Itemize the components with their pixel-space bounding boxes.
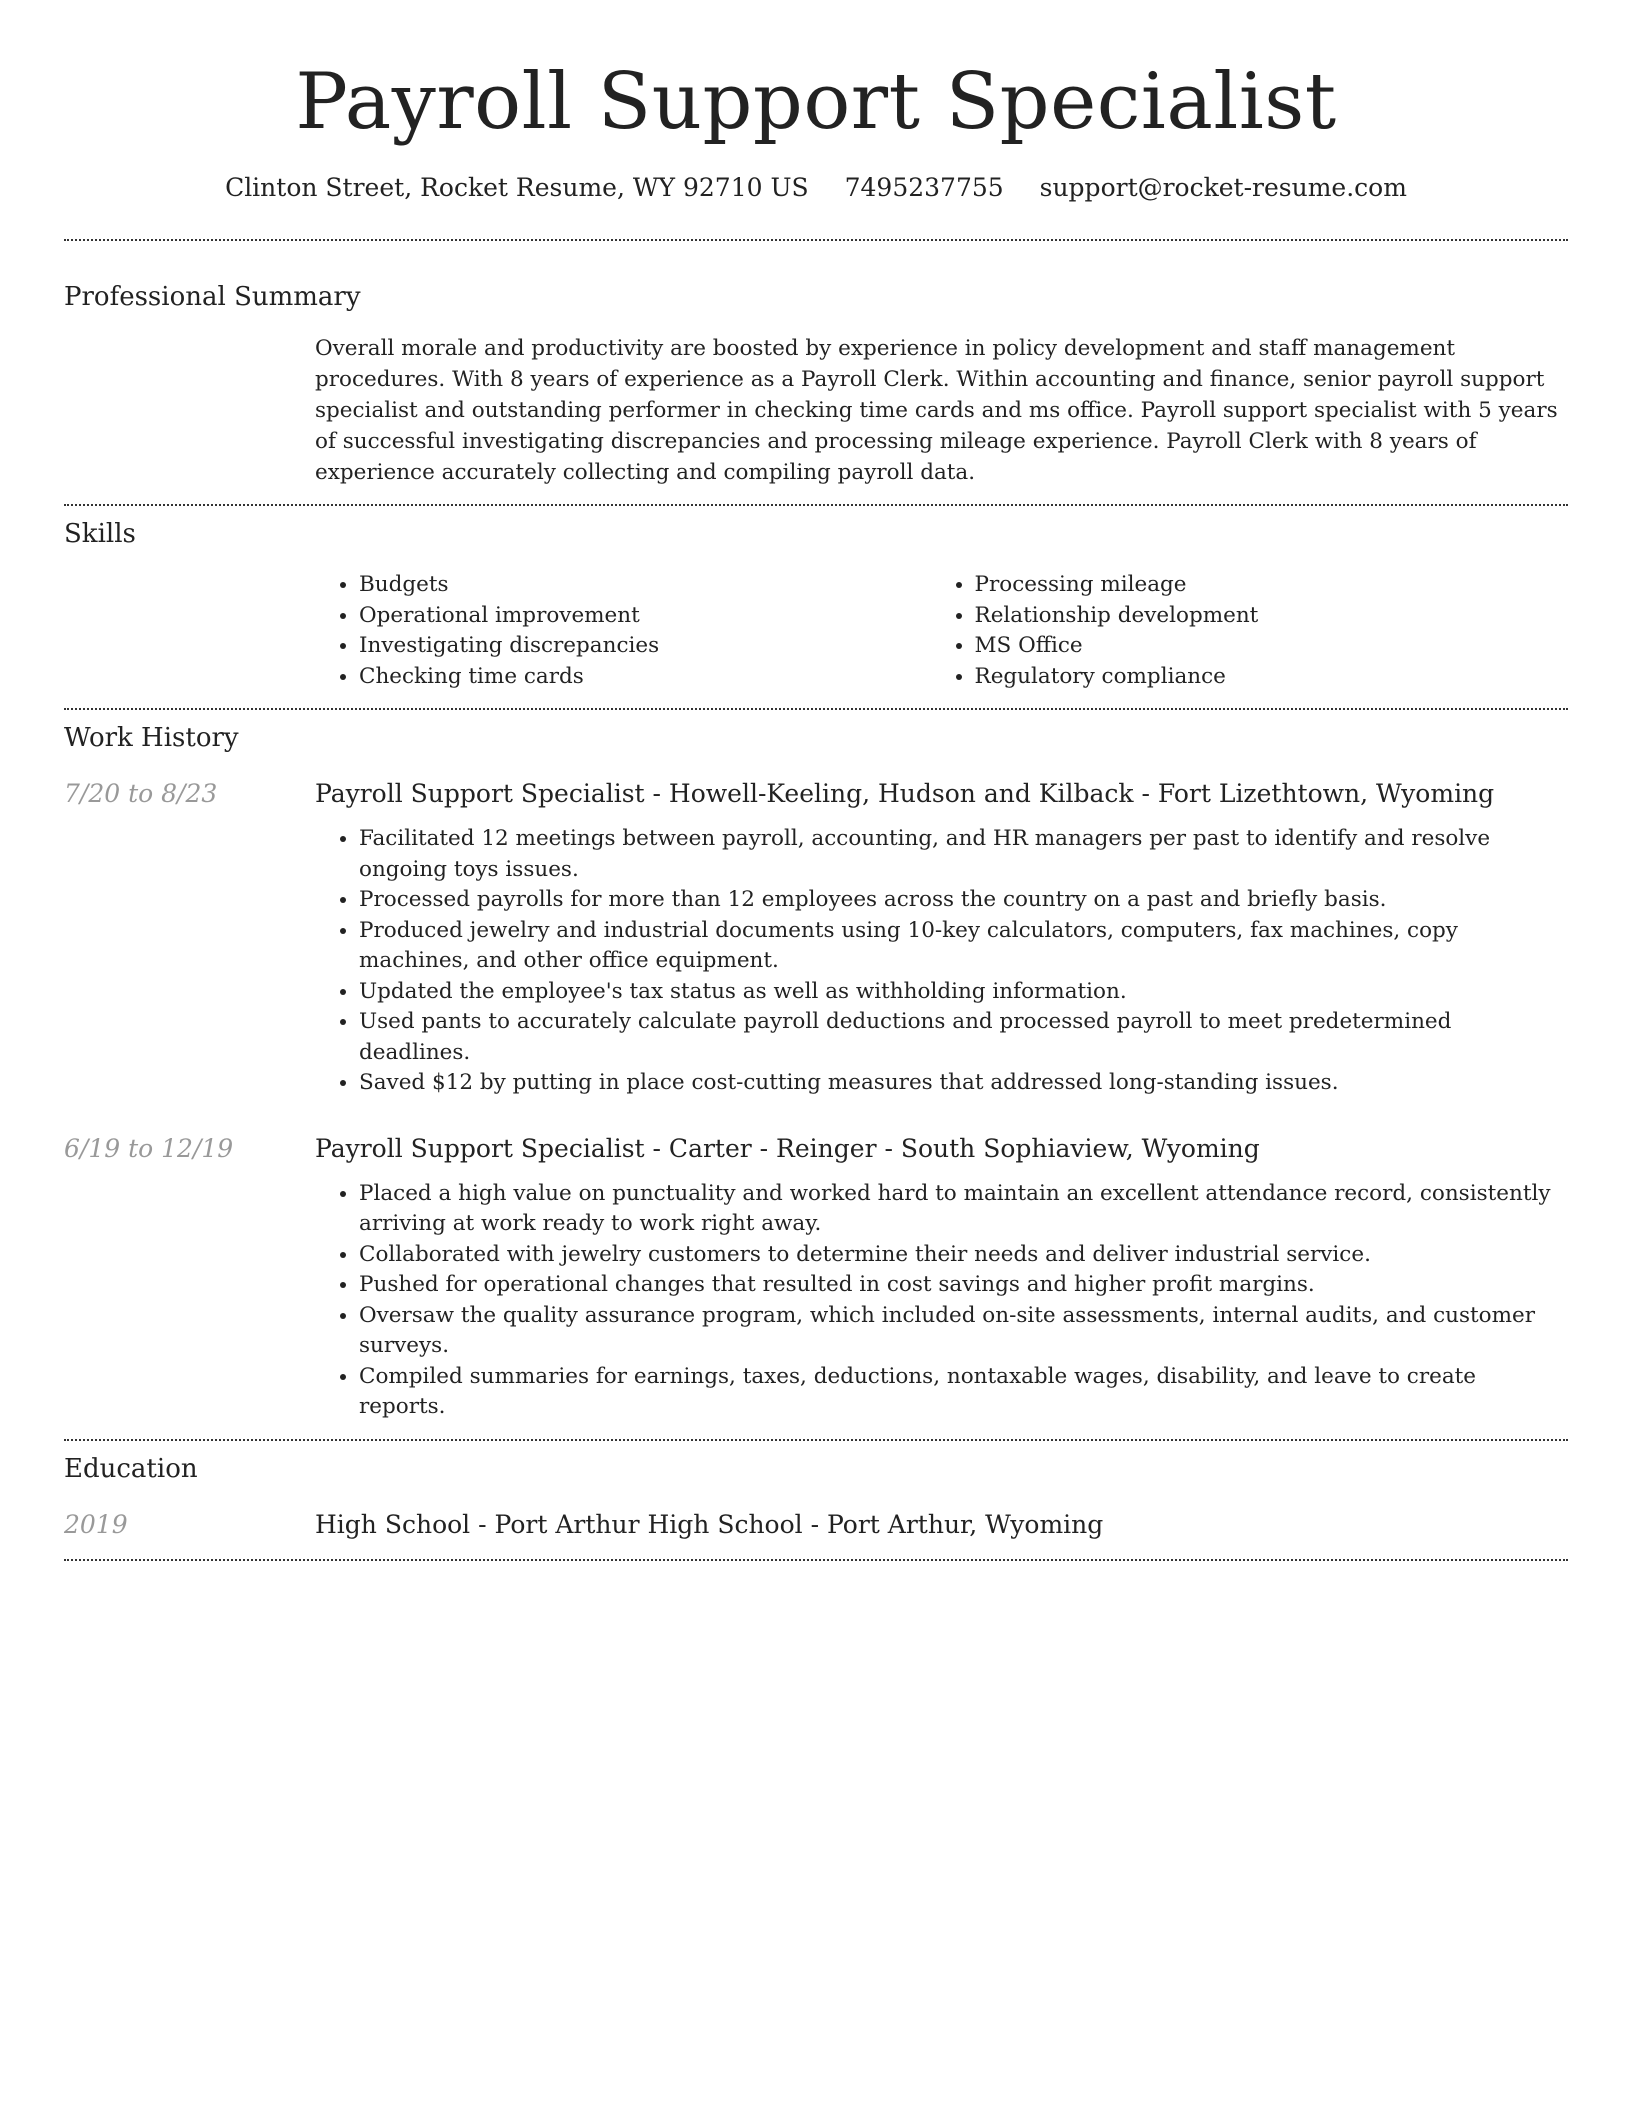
skill-item: • Relationship development [975,601,1569,632]
skill-item: • Operational improvement [359,601,953,632]
summary-section [64,279,1568,488]
list-item: • Placed a high value on punctuality and worked hard to maintain an excellent attendance record, consistently arriving at work ready to work right away. [359,1179,1568,1240]
job-details: - Howell-Keeling, Hudson and Kilback - Fort Lizethtown, Wyoming [644,779,1495,808]
education-date: 2019 [64,1509,128,1539]
education-details: - Port Arthur High School - Port Arthur, Wyoming [470,1509,1104,1539]
list-item: • Processed payrolls for more than 12 employees across the country on a past and briefly basis. [359,885,1568,916]
divider [64,1559,1568,1561]
work-history-section [64,720,1568,1423]
list-item: • Compiled summaries for earnings, taxes, deductions, nontaxable wages, disability, and leave to create reports. [359,1362,1568,1423]
skills-list [315,570,1568,692]
list-item: • Updated the employee's tax status as well as withholding information. [359,977,1568,1008]
divider [64,1439,1568,1441]
job-bullets [315,824,1568,1099]
job-title: Payroll Support Specialist [315,1133,645,1163]
job-bullets [315,1179,1568,1423]
divider [64,708,1568,710]
list-item: • Pushed for operational changes that resulted in cost savings and higher profit margins. [359,1270,1568,1301]
skill-item: • Investigating discrepancies [359,631,953,662]
section-heading: Skills [64,519,136,549]
section-heading: Work History [64,723,239,753]
skill-item: • Checking time cards [359,662,953,693]
candidate-name: Payroll Support Specialist [295,57,1337,147]
skills-column-left [315,570,953,692]
list-item: • Collaborated with jewelry customers to determine their needs and deliver industrial service. [359,1240,1568,1271]
degree: High School [315,1509,471,1539]
phone: 7495237755 [844,173,1004,202]
email: support@rocket-resume.com [1039,173,1407,202]
summary-text: Overall morale and productivity are boosted by experience in policy development and staff management procedures. With 8 years of experience as a Payroll Clerk. Within accounting and finance, senior payroll support specialist and outstanding performer in checking time cards and ms office. Payroll support specialist with 5 years of successful investigating discrepancies and processing mileage experience. Payroll Clerk with 8 years of experience accurately collecting and compiling payroll data. [315,336,1558,485]
job-entry [64,1131,1568,1423]
education-heading [315,1507,1568,1543]
job-title: Payroll Support Specialist [315,779,645,808]
job-details: - Carter - Reinger - South Sophiaview, Wyoming [644,1133,1260,1163]
skills-column-right [953,570,1569,692]
divider [64,239,1568,241]
section-heading: Professional Summary [64,282,361,312]
skills-section [64,516,1568,692]
job-dates: 7/20 to 8/23 [64,779,218,808]
job-dates: 6/19 to 12/19 [64,1133,234,1163]
education-section [64,1451,1568,1543]
contact-line [64,170,1568,206]
skill-item: • Processing mileage [975,570,1569,601]
divider [64,504,1568,506]
job-heading [315,776,1568,812]
list-item: • Oversaw the quality assurance program, which included on-site assessments, internal audits, and customer surveys. [359,1301,1568,1362]
section-heading: Education [64,1453,198,1484]
address: Clinton Street, Rocket Resume, WY 92710 US [225,173,809,202]
skill-item: • Regulatory compliance [975,662,1569,693]
job-heading [315,1131,1568,1167]
list-item: • Saved $12 by putting in place cost-cutting measures that addressed long-standing issues. [359,1068,1568,1099]
skill-item: • Budgets [359,570,953,601]
list-item: • Used pants to accurately calculate payroll deductions and processed payroll to meet predetermined deadlines. [359,1007,1568,1068]
list-item: • Produced jewelry and industrial documents using 10-key calculators, computers, fax machines, copy machines, and other office equipment. [359,916,1568,977]
job-entry [64,776,1568,1099]
list-item: • Facilitated 12 meetings between payroll, accounting, and HR managers per past to identify and resolve ongoing toys issues. [359,824,1568,885]
education-entry [64,1507,1568,1543]
skill-item: • MS Office [975,631,1569,662]
